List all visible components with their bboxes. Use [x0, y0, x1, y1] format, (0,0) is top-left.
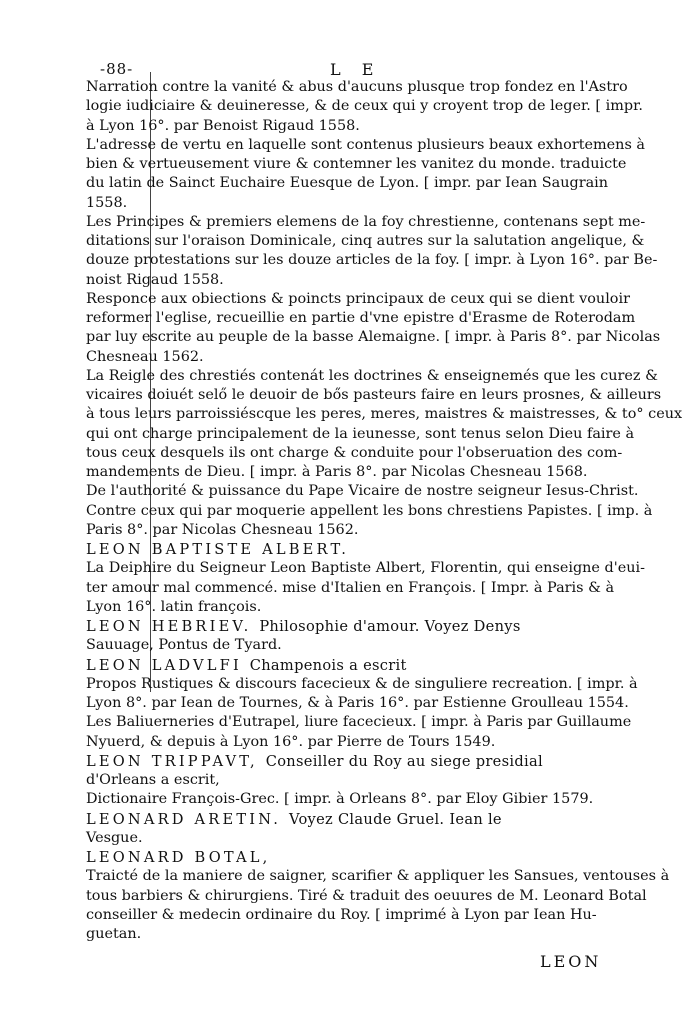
text-line: La Reigle des chrestiés contenát les doctrines & enseignemés que les curez & [86, 367, 658, 384]
text-line: 1558. [86, 194, 128, 211]
text-line: L'adresse de vertu en laquelle sont contenus plusieurs beaux exhortemens à [86, 136, 645, 153]
text-line: Dictionaire François-Grec. [ impr. à Orleans 8°. par Eloy Gibier 1579. [86, 791, 594, 808]
text-line: Propos Rustiques & discours facecieux & de singuliere recreation. [ impr. à [86, 675, 638, 692]
text-line: noist Rigaud 1558. [86, 271, 224, 288]
text-line: qui ont charge principalement de la ieunesse, sont tenus selon Dieu faire à [86, 425, 635, 442]
text-line: Contre ceux qui par moquerie appellent les bons chrestiens Papistes. [ imp. à [86, 502, 653, 519]
author-heading [86, 752, 614, 771]
text-line: Lyon 8°. par Iean de Tournes, & à Paris 16°. par Estienne Groulleau 1554. [86, 695, 629, 711]
text-line: mandements de Dieu. [ impr. à Paris 8°. par Nicolas Chesneau 1568. [86, 464, 588, 480]
text-line: Paris 8°. par Nicolas Chesneau 1562. [86, 521, 359, 538]
catchword: LEON [540, 952, 602, 971]
text-line: à tous leurs parroissiéscque les peres, meres, maistres & maistresses, & to° ceux [86, 406, 683, 423]
author-heading [86, 617, 614, 636]
text-line: Chesneau 1562. [86, 348, 204, 365]
text-line: Sauuage, Pontus de Tyard. [86, 637, 282, 654]
author-note: Champenois a escrit [249, 656, 407, 674]
text-line: La Deiphire du Seigneur Leon Baptiste Albert, Florentin, qui enseigne d'eui- [86, 560, 645, 577]
text-line: reformer l'eglise, recueillie en partie d'vne epistre d'Erasme de Roterodam [86, 310, 636, 326]
author-name: LEON TRIPPAVT, [86, 752, 258, 770]
text-line: conseiller & medecin ordinaire du Roy. [ imprimé à Lyon par Iean Hu- [86, 906, 597, 923]
text-line: par luy escrite au peuple de la basse Alemaigne. [ impr. à Paris 8°. par Nicolas [86, 329, 661, 346]
author-note: Voyez Claude Gruel. Iean le [288, 810, 502, 828]
author-note: Philosophie d'amour. Voyez Denys [259, 618, 521, 635]
running-head: L E [330, 60, 382, 79]
author-heading [86, 656, 614, 675]
text-line: Traicté de la maniere de saigner, scarifier & appliquer les Sansues, ventouses à [86, 868, 670, 885]
text-line: du latin de Sainct Euchaire Euesque de Lyon. [ impr. par Iean Saugrain [86, 175, 609, 192]
text-line: Narration contre la vanité & abus d'aucuns plusque trop fondez en l'Astro [86, 79, 628, 95]
author-heading [86, 848, 614, 867]
text-line: à Lyon 16°. par Benoist Rigaud 1558. [86, 117, 360, 134]
author-name: LEON BAPTISTE ALBERT. [86, 541, 350, 558]
author-name: LEONARD ARETIN. [86, 810, 282, 828]
text-line: d'Orleans a escrit, [86, 772, 220, 788]
text-line: ter amour mal commencé. mise d'Italien en François. [ Impr. à Paris & à [86, 579, 615, 596]
author-name: LEONARD BOTAL, [86, 849, 271, 866]
author-heading [86, 540, 614, 559]
text-line: bien & vertueusement viure & contemner les vanitez du monde. traduicte [86, 156, 627, 172]
text-line: Responce aux obiections & poincts principaux de ceux qui se dient vouloir [86, 290, 630, 307]
author-name: LEON LADVLFI [86, 656, 242, 674]
text-line: Les Principes & premiers elemens de la foy chrestienne, contenans sept me- [86, 213, 646, 230]
text-line: Nyuerd, & depuis à Lyon 16°. par Pierre de Tours 1549. [86, 733, 496, 750]
text-line: Les Baliuerneries d'Eutrapel, liure facecieux. [ impr. à Paris par Guillaume [86, 714, 632, 731]
text-line: Lyon 16°. latin françois. [86, 598, 262, 615]
author-name: LEON HEBRIEV. [86, 618, 252, 635]
text-block [86, 78, 683, 944]
text-line: vicaires doiuét selő le deuoir de bős pasteurs faire en leurs prosnes, & ailleurs [86, 387, 662, 403]
page-number: -88- [100, 60, 134, 78]
text-line: logie iudiciaire & deuineresse, & de ceux qui y croyent trop de leger. [ impr. [86, 98, 643, 115]
text-line: De l'authorité & puissance du Pape Vicaire de nostre seigneur Iesus-Christ. [86, 483, 639, 500]
text-line: guetan. [86, 926, 142, 942]
author-note: Conseiller du Roy au siege presidial [265, 752, 543, 770]
text-line: Vesgue. [86, 829, 143, 846]
text-line: tous barbiers & chirurgiens. Tiré & traduit des oeuures de M. Leonard Botal [86, 887, 647, 904]
text-line: tous ceux desquels ils ont charge & conduite pour l'obseruation des com- [86, 444, 623, 461]
text-line: ditations sur l'oraison Dominicale, cinq autres sur la salutation angelique, & [86, 233, 645, 249]
text-line: douze protestations sur les douze articles de la foy. [ impr. à Lyon 16°. par Be- [86, 252, 658, 269]
author-heading [86, 810, 614, 829]
